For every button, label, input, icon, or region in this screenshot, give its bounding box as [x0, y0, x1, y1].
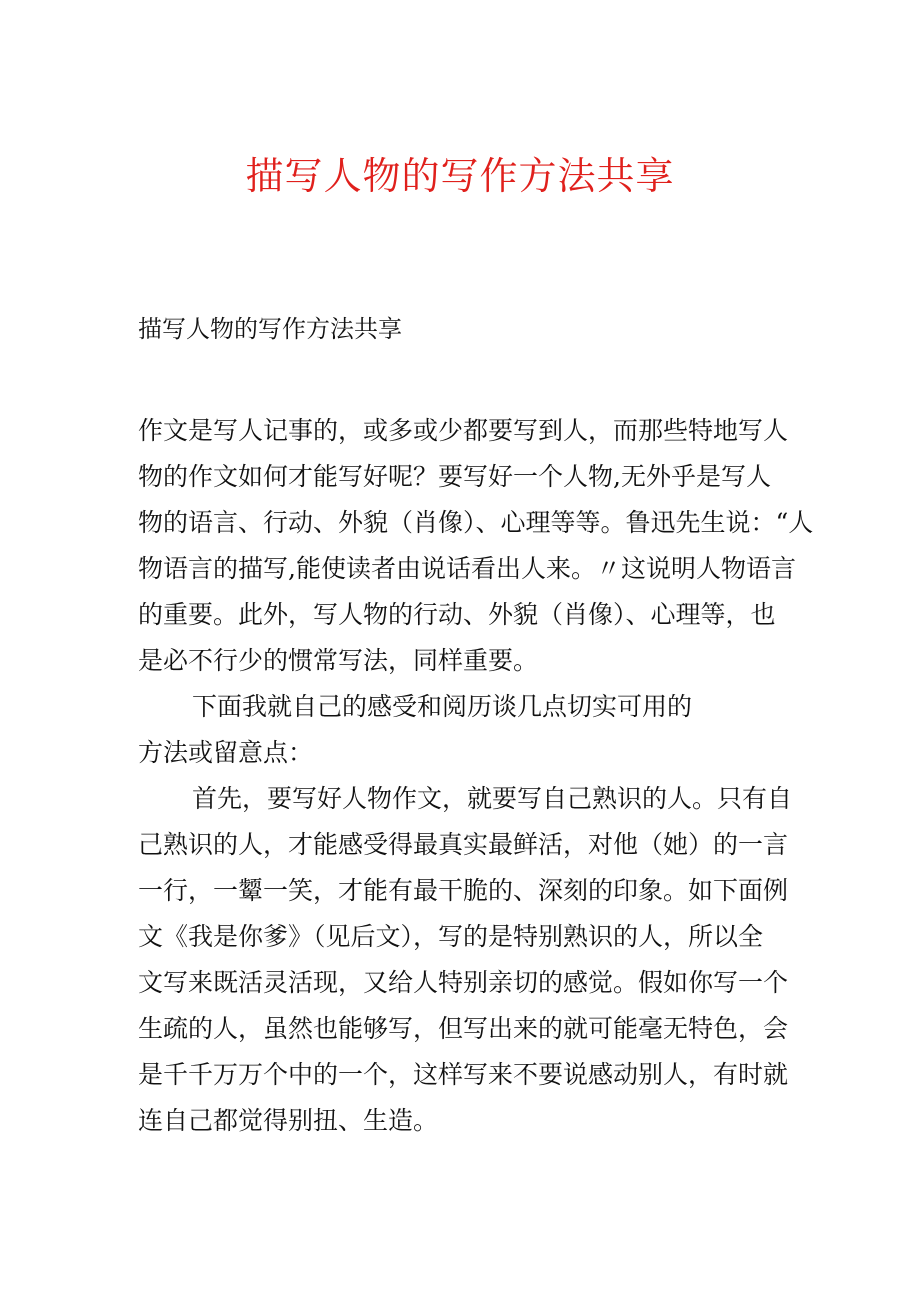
- body-line: 文《我是你爹》（见后文），写的是特别熟识的人，所以全: [138, 922, 764, 951]
- paragraph-method-intro: [138, 684, 788, 776]
- body-line: 文写来既活灵活现，又给人特别亲切的感觉。假如你写一个: [138, 968, 789, 997]
- body-line: 连自己都觉得别扭、生造。: [138, 1106, 439, 1135]
- paragraph-intro: [138, 408, 814, 684]
- paragraph-first-point: [138, 776, 793, 1144]
- body-line: 是必不行少的惯常写法，同样重要。: [138, 646, 539, 675]
- body-line: 方法或留意点：: [138, 738, 314, 767]
- body-line: 作文是写人记事的，或多或少都要写到人，而那些特地写人: [138, 416, 789, 445]
- body-line: 生疏的人，虽然也能够写，但写出来的就可能毫无特色，会: [138, 1014, 789, 1043]
- body-line: 的重要。此外，写人物的行动、外貌（肖像）、心理等，也: [138, 600, 776, 629]
- document-subtitle: 描写人物的写作方法共享: [138, 315, 402, 343]
- body-line: 物的语言、行动、外貌（肖像）、心理等等。鲁迅先生说：“人: [138, 508, 814, 537]
- body-line: 是千千万万个中的一个，这样写来不要说感动别人，有时就: [138, 1060, 789, 1089]
- body-line: 物的作文如何才能写好呢？要写好一个人物,无外乎是写人: [138, 462, 771, 491]
- body-line: 物语言的描写,能使读者由说话看出人来。〃这说明人物语言: [138, 554, 796, 583]
- body-line: 一行，一颦一笑，才能有最干脆的、深刻的印象。如下面例: [138, 876, 789, 905]
- body-line: 首先，要写好人物作文，就要写自己熟识的人。只有自: [192, 784, 793, 813]
- document-body: [138, 408, 814, 1144]
- body-line: 下面我就自己的感受和阅历谈几点切实可用的: [192, 692, 693, 721]
- body-line: 己熟识的人，才能感受得最真实最鲜活，对他（她）的一言: [138, 830, 789, 859]
- document-title: 描写人物的写作方法共享: [245, 154, 675, 198]
